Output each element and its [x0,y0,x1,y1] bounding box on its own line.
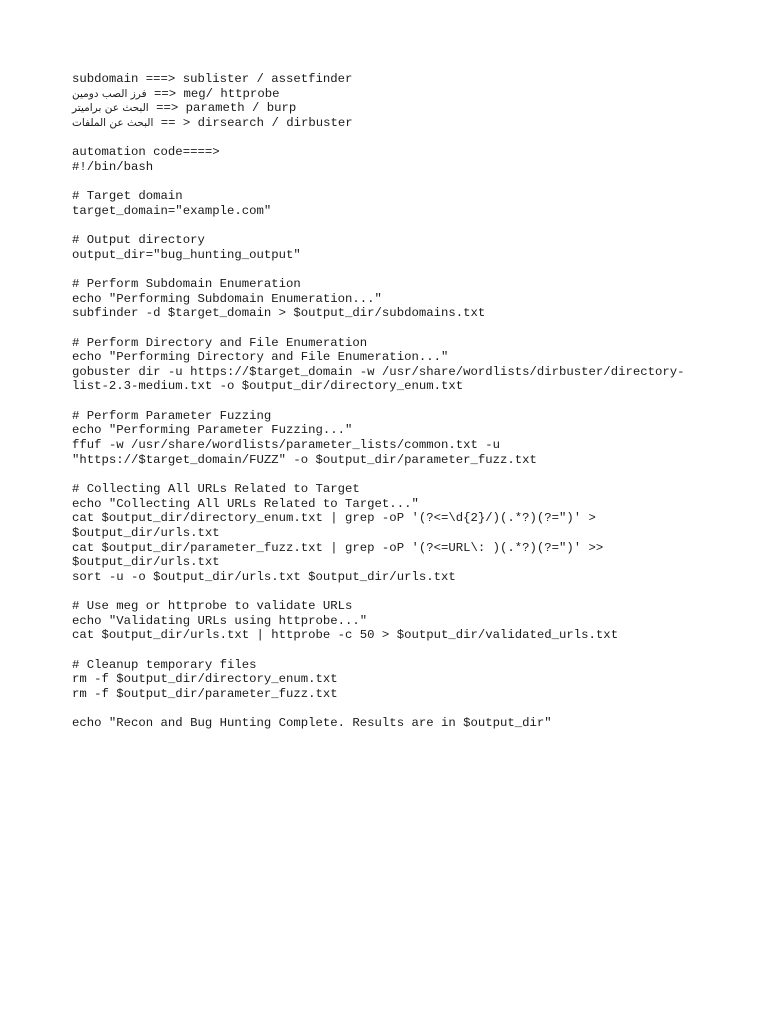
blank-line [72,702,712,717]
comment-line: # Use meg or httprobe to validate URLs [72,599,353,614]
code-line: rm -f $output_dir/parameter_fuzz.txt [72,686,338,701]
comment-line: # Collecting All URLs Related to Target [72,481,360,496]
code-line: "https://$target_domain/FUZZ" -o $output_dir/parameter_fuzz.txt [72,452,537,467]
code-line: echo "Collecting All URLs Related to Target..." [72,496,419,511]
code-line: sort -u -o $output_dir/urls.txt $output_dir/urls.txt [72,569,456,584]
code-line: echo "Performing Directory and File Enumeration..." [72,350,449,365]
code-line: echo "Performing Parameter Fuzzing..." [72,423,353,438]
code-line: $output_dir/urls.txt [72,525,220,540]
code-line: echo "Validating URLs using httprobe..." [72,613,368,628]
command-text: == > dirsearch / dirbuster [153,115,353,130]
blank-line [72,467,712,482]
code-line: gobuster dir -u https://$target_domain -w /usr/share/wordlists/dirbuster/directory- [72,364,685,379]
code-line: list-2.3-medium.txt -o $output_dir/directory_enum.txt [72,379,464,394]
code-line: echo "Performing Subdomain Enumeration..." [72,291,382,306]
blank-line [72,131,712,146]
code-line: rm -f $output_dir/directory_enum.txt [72,672,338,687]
blank-line [72,218,712,233]
mixed-script-line [72,87,712,102]
document-page [72,72,712,731]
comment-line: #!/bin/bash [72,159,154,174]
code-line: ffuf -w /usr/share/wordlists/parameter_lists/common.txt -u [72,438,501,453]
code-line: $output_dir/urls.txt [72,555,220,570]
code-line: subfinder -d $target_domain > $output_dir/subdomains.txt [72,306,486,321]
blank-line [72,321,712,336]
blank-line [72,584,712,599]
comment-line: # Cleanup temporary files [72,657,257,672]
comment-line: # Target domain [72,189,183,204]
mixed-script-line [72,101,712,116]
code-line: echo "Recon and Bug Hunting Complete. Results are in $output_dir" [72,716,552,731]
code-line: target_domain="example.com" [72,203,272,218]
blank-line [72,174,712,189]
command-text: ==> parameth / burp [148,101,297,116]
code-line: output_dir="bug_hunting_output" [72,247,301,262]
comment-line: # Output directory [72,233,205,248]
mixed-script-line [72,116,712,131]
arabic-label: البحث عن الملفات [72,116,154,129]
comment-line: # Perform Subdomain Enumeration [72,276,301,291]
command-text: ==> meg/ httprobe [146,86,280,101]
blank-line [72,643,712,658]
arabic-label: فرز الصب دومين [72,87,147,100]
blank-line [72,262,712,277]
code-line: cat $output_dir/directory_enum.txt | grep -oP '(?<=\d{2}/)(.*?)(?=")' > [72,511,596,526]
arabic-label: البحث عن براميتر [72,102,149,115]
blank-line [72,394,712,409]
comment-line: # Perform Directory and File Enumeration [72,335,368,350]
code-line: subdomain ===> sublister / assetfinder [72,72,353,86]
comment-line: # Perform Parameter Fuzzing [72,408,272,423]
code-line: automation code====> [72,145,220,160]
code-line: cat $output_dir/parameter_fuzz.txt | grep -oP '(?<=URL\: )(.*?)(?=")' >> [72,540,604,555]
code-line: cat $output_dir/urls.txt | httprobe -c 50 > $output_dir/validated_urls.txt [72,628,619,643]
